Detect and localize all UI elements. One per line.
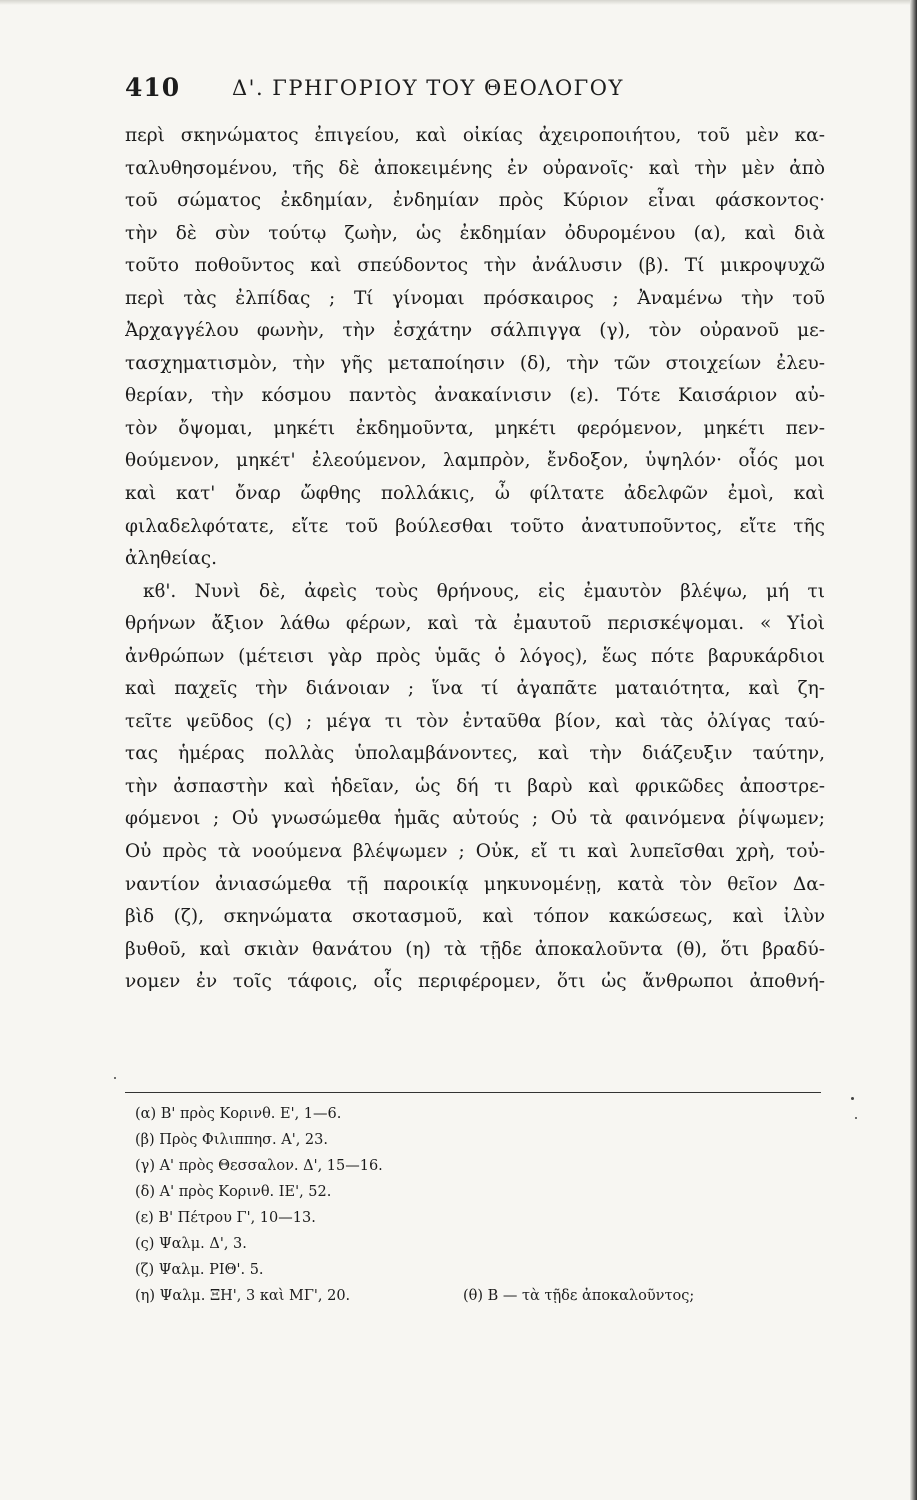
text-line: Οὐ πρὸς τὰ νοούμενα βλέψωμεν ; Οὐκ, εἴ τι καὶ λυπεῖσθαι χρὴ, τοὐ- xyxy=(125,841,825,863)
variant-reading-note: (θ) Β — τὰ τῇδε ἀποκαλοῦντος; xyxy=(463,1288,695,1304)
text-line: ἀνθρώπων (μέτεισι γὰρ πρὸς ὑμᾶς ὁ λόγος), ἕως πότε βαρυκάρδιοι xyxy=(125,645,825,667)
text-line: τασχηματισμὸν, τὴν γῆς μεταποίησιν (δ), τὴν τῶν στοιχείων ἐλευ- xyxy=(125,352,825,374)
text-line: τὴν δὲ σὺν τούτῳ ζωὴν, ὡς ἐκδημίαν ὀδυρομένου (α), καὶ διὰ xyxy=(125,222,825,244)
ink-speck xyxy=(851,1097,854,1100)
text-line: ναντίον ἀνιασώμεθα τῇ παροικίᾳ μηκυνομένῃ, κατὰ τὸν θεῖον Δα- xyxy=(125,873,825,895)
text-line: τοῦτο ποθοῦντος καὶ σπεύδοντος τὴν ἀνάλυσιν (β). Τί μικροψυχῶ xyxy=(125,255,825,277)
text-line: φιλαδελφότατε, εἴτε τοῦ βούλεσθαι τοῦτο ἀνατυποῦντος, εἴτε τῆς xyxy=(125,515,825,537)
footnote: (δ) Α' πρὸς Κορινθ. ΙΕ', 52. xyxy=(135,1184,332,1200)
text-line: βυθοῦ, καὶ σκιὰν θανάτου (η) τὰ τῇδε ἀποκαλοῦντα (θ), ὅτι βραδύ- xyxy=(125,938,825,960)
text-line: περὶ σκηνώματος ἐπιγείου, καὶ οἰκίας ἀχειροποιήτου, τοῦ μὲν κα- xyxy=(125,125,825,146)
section-start-line: κϐ'. Νυνὶ δὲ, ἀφεὶς τοὺς θρήνους, εἰς ἐμαυτὸν βλέψω, μή τι xyxy=(143,580,825,602)
paragraph-end-line: ἀληθείας. xyxy=(125,548,218,570)
text-line: νομεν ἐν τοῖς τάφοις, οἷς περιφέρομεν, ὅτι ὡς ἄνθρωποι ἀποθνή- xyxy=(125,971,825,993)
footnote-row xyxy=(135,1283,825,1309)
page-number: 410 xyxy=(125,73,181,102)
footnote-divider xyxy=(125,1092,821,1093)
body-text xyxy=(125,120,825,999)
text-line: τὸν ὄψομαι, μηκέτι ἐκδημοῦντα, μηκέτι φερόμενον, μηκέτι πεν- xyxy=(125,417,825,439)
text-line: τεῖτε ψεῦδος (ς) ; μέγα τι τὸν ἐνταῦθα βίον, καὶ τὰς ὀλίγας ταύ- xyxy=(125,710,825,732)
ink-speck xyxy=(855,1117,857,1119)
text-line: φόμενοι ; Οὐ γνωσώμεθα ἡμᾶς αὐτούς ; Οὐ τὰ φαινόμενα ῥίψωμεν; xyxy=(125,808,825,830)
text-line: θερίαν, τὴν κόσμου παντὸς ἀνακαίνισιν (ε). Τότε Καισάριον αὐ- xyxy=(125,385,825,407)
text-line: περὶ τὰς ἐλπίδας ; Τί γίνομαι πρόσκαιρος ; Ἀναμένω τὴν τοῦ xyxy=(125,287,825,309)
text-line: τας ἡμέρας πολλὰς ὑπολαμβάνοντες, καὶ τὴν διάζευξιν ταύτην, xyxy=(125,743,825,765)
text-line: καὶ παχεῖς τὴν διάνοιαν ; ἵνα τί ἀγαπᾶτε ματαιότητα, καὶ ζη- xyxy=(125,678,825,700)
footnote: (ζ) Ψαλμ. ΡΙΘ'. 5. xyxy=(135,1262,264,1278)
text-line: τοῦ σώματος ἐκδημίαν, ἐνδημίαν πρὸς Κύριον εἶναι φάσκοντος· xyxy=(125,190,825,212)
text-line: τὴν ἀσπαστὴν καὶ ἡδεῖαν, ὡς δή τι βαρὺ καὶ φρικῶδες ἀποστρε- xyxy=(125,775,825,797)
text-line: Ἀρχαγγέλου φωνὴν, τὴν ἐσχάτην σάλπιγγα (γ), τὸν οὐρανοῦ με- xyxy=(125,320,825,342)
page-top-edge xyxy=(0,0,917,5)
text-line: θρήνων ἄξιον λάθω φέρων, καὶ τὰ ἐμαυτοῦ περισκέψομαι. « Υἱοὶ xyxy=(125,613,825,635)
text-line: θούμενον, μηκέτ' ἐλεούμενον, λαμπρὸν, ἔνδοξον, ὑψηλόν· οἷός μοι xyxy=(125,450,825,472)
ink-speck xyxy=(114,1077,116,1079)
footnote: (γ) Α' πρὸς Θεσσαλον. Δ', 15—16. xyxy=(135,1158,383,1174)
footnote: (α) Β' πρὸς Κορινθ. Ε', 1—6. xyxy=(135,1106,342,1122)
text-line: βὶδ (ζ), σκηνώματα σκοτασμοῦ, καὶ τόπον κακώσεως, καὶ ἰλὺν xyxy=(125,906,825,928)
footnote: (ε) Β' Πέτρου Γ', 10—13. xyxy=(135,1210,316,1226)
footnote: (β) Πρὸς Φιλιππησ. Α', 23. xyxy=(135,1132,328,1148)
text-line: καὶ κατ' ὄναρ ὤφθης πολλάκις, ὦ φίλτατε ἀδελφῶν ἐμοὶ, καὶ xyxy=(125,483,825,505)
footnotes xyxy=(135,1101,825,1309)
footnote: (η) Ψαλμ. ΞΗ', 3 καὶ ΜΓ', 20. xyxy=(135,1288,351,1304)
page-right-edge xyxy=(910,0,917,1500)
footnote: (ς) Ψαλμ. Δ', 3. xyxy=(135,1236,247,1252)
running-title: Δ'. ΓΡΗΓΟΡΙΟΥ ΤΟΥ ΘΕΟΛΟΓΟΥ xyxy=(232,76,624,100)
text-line: ταλυθησομένου, τῆς δὲ ἀποκειμένης ἐν οὐρανοῖς· καὶ τὴν μὲν ἀπὸ xyxy=(125,157,825,179)
